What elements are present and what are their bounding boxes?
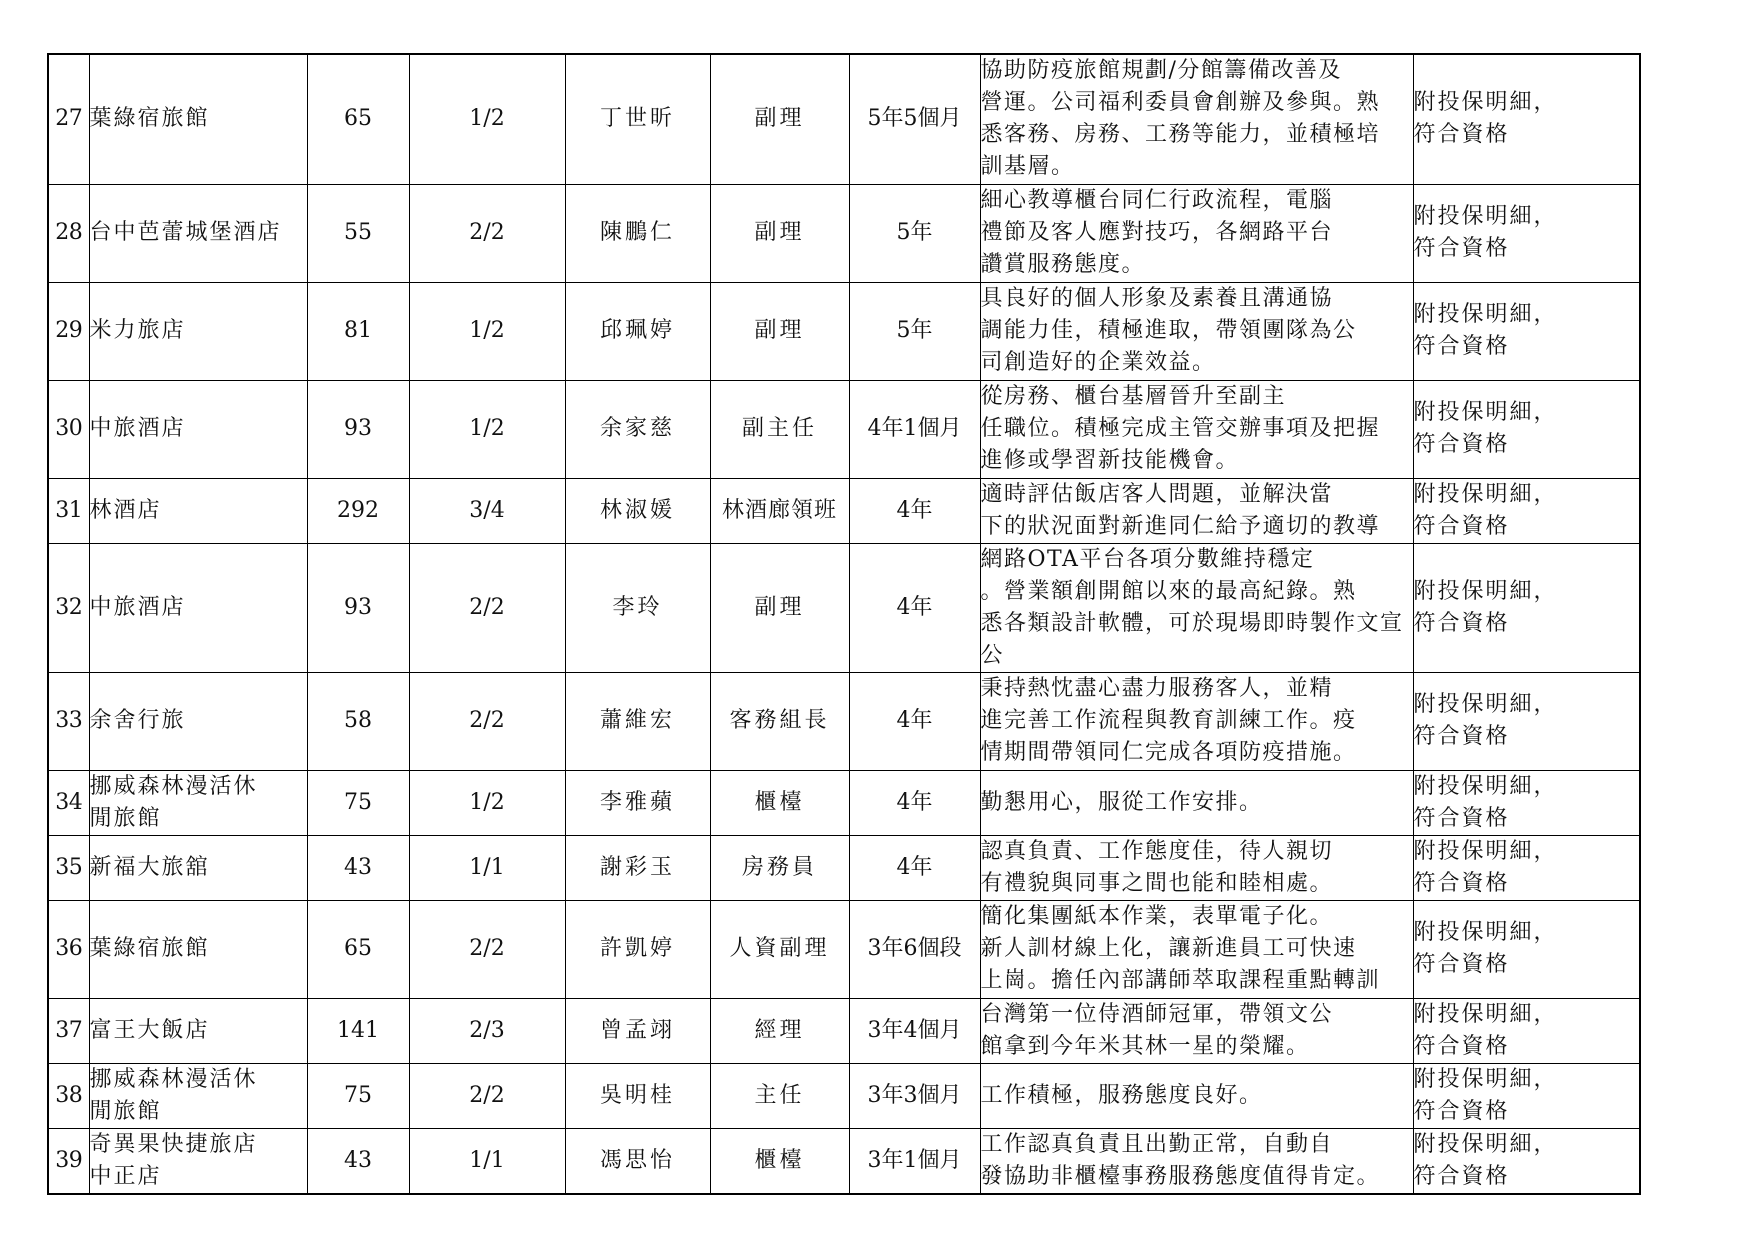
ratio-cell: 2/2 <box>409 1063 565 1128</box>
years-of-service: 4年 <box>849 835 980 900</box>
years-of-service: 5年5個月 <box>849 54 980 184</box>
table-row <box>48 543 1640 672</box>
employee-name: 曾孟翊 <box>565 998 710 1063</box>
room-count: 43 <box>307 1128 409 1194</box>
achievement-description: 秉持熱忱盡心盡力服務客人，並精 進完善工作流程與教育訓練工作。疫 情期間帶領同仁完成各項防疫措施。 <box>980 672 1413 770</box>
years-of-service: 3年1個月 <box>849 1128 980 1194</box>
row-number: 35 <box>48 835 89 900</box>
row-number: 39 <box>48 1128 89 1194</box>
room-count: 55 <box>307 184 409 282</box>
years-of-service: 4年1個月 <box>849 380 980 478</box>
achievement-description: 從房務、櫃台基層晉升至副主 任職位。積極完成主管交辦事項及把握 進修或學習新技能機會。 <box>980 380 1413 478</box>
row-number: 32 <box>48 543 89 672</box>
job-title: 人資副理 <box>710 900 849 998</box>
ratio-cell: 1/2 <box>409 770 565 835</box>
row-number: 33 <box>48 672 89 770</box>
ratio-cell: 1/2 <box>409 54 565 184</box>
hotel-name: 挪威森林漫活休 閒旅館 <box>89 770 307 835</box>
remark-note: 附投保明細， 符合資格 <box>1413 543 1640 672</box>
hotel-name: 新福大旅舘 <box>89 835 307 900</box>
years-of-service: 3年4個月 <box>849 998 980 1063</box>
achievement-description: 適時評估飯店客人問題，並解決當 下的狀況面對新進同仁給予適切的教導 <box>980 478 1413 543</box>
remark-note: 附投保明細， 符合資格 <box>1413 184 1640 282</box>
table-row <box>48 184 1640 282</box>
employee-name: 邱珮婷 <box>565 282 710 380</box>
row-number: 38 <box>48 1063 89 1128</box>
hotel-name: 米力旅店 <box>89 282 307 380</box>
achievement-description: 具良好的個人形象及素養且溝通協 調能力佳，積極進取，帶領團隊為公 司創造好的企業效益。 <box>980 282 1413 380</box>
hotel-name: 余舍行旅 <box>89 672 307 770</box>
achievement-description: 工作認真負責且出勤正常，自動自 發協助非櫃檯事務服務態度值得肯定。 <box>980 1128 1413 1194</box>
job-title: 林酒廊領班 <box>710 478 849 543</box>
ratio-cell: 1/1 <box>409 1128 565 1194</box>
hotel-name: 台中芭蕾城堡酒店 <box>89 184 307 282</box>
remark-note: 附投保明細， 符合資格 <box>1413 1063 1640 1128</box>
employee-name: 吳明桂 <box>565 1063 710 1128</box>
employee-name: 李雅蘋 <box>565 770 710 835</box>
job-title: 櫃檯 <box>710 770 849 835</box>
room-count: 65 <box>307 54 409 184</box>
ratio-cell: 3/4 <box>409 478 565 543</box>
achievement-description: 網路OTA平台各項分數維持穩定 。營業額創開館以來的最高紀錄。熟 悉各類設計軟體，可於現場即時製作文宣公 <box>980 543 1413 672</box>
remark-note: 附投保明細， 符合資格 <box>1413 282 1640 380</box>
table-row <box>48 380 1640 478</box>
remark-note: 附投保明細， 符合資格 <box>1413 900 1640 998</box>
remark-note: 附投保明細， 符合資格 <box>1413 54 1640 184</box>
employee-name: 林淑媛 <box>565 478 710 543</box>
table-row <box>48 1128 1640 1194</box>
room-count: 58 <box>307 672 409 770</box>
achievement-description: 協助防疫旅館規劃/分館籌備改善及 營運。公司福利委員會創辦及參與。熟 悉客務、房務、工務等能力，並積極培 訓基層。 <box>980 54 1413 184</box>
row-number: 28 <box>48 184 89 282</box>
job-title: 副理 <box>710 184 849 282</box>
employee-name: 許凱婷 <box>565 900 710 998</box>
table-row <box>48 835 1640 900</box>
job-title: 副理 <box>710 54 849 184</box>
employee-name: 陳鵬仁 <box>565 184 710 282</box>
job-title: 經理 <box>710 998 849 1063</box>
remark-note: 附投保明細， 符合資格 <box>1413 1128 1640 1194</box>
employee-name: 余家慈 <box>565 380 710 478</box>
room-count: 93 <box>307 380 409 478</box>
employee-name: 丁世昕 <box>565 54 710 184</box>
remark-note: 附投保明細， 符合資格 <box>1413 478 1640 543</box>
achievement-description: 簡化集團紙本作業，表單電子化。 新人訓材線上化，讓新進員工可快速 上崗。擔任內部講師萃取課程重點轉訓 <box>980 900 1413 998</box>
employee-name: 馮思怡 <box>565 1128 710 1194</box>
row-number: 29 <box>48 282 89 380</box>
employee-name: 蕭維宏 <box>565 672 710 770</box>
ratio-cell: 2/2 <box>409 543 565 672</box>
row-number: 30 <box>48 380 89 478</box>
years-of-service: 4年 <box>849 672 980 770</box>
row-number: 27 <box>48 54 89 184</box>
table-row <box>48 1063 1640 1128</box>
ratio-cell: 2/3 <box>409 998 565 1063</box>
row-number: 36 <box>48 900 89 998</box>
ratio-cell: 2/2 <box>409 184 565 282</box>
remark-note: 附投保明細， 符合資格 <box>1413 770 1640 835</box>
ratio-cell: 2/2 <box>409 900 565 998</box>
ratio-cell: 1/2 <box>409 380 565 478</box>
years-of-service: 4年 <box>849 770 980 835</box>
job-title: 主任 <box>710 1063 849 1128</box>
job-title: 副主任 <box>710 380 849 478</box>
table-row <box>48 282 1640 380</box>
table-row <box>48 998 1640 1063</box>
remark-note: 附投保明細， 符合資格 <box>1413 672 1640 770</box>
years-of-service: 3年6個段 <box>849 900 980 998</box>
ratio-cell: 2/2 <box>409 672 565 770</box>
ratio-cell: 1/2 <box>409 282 565 380</box>
remark-note: 附投保明細， 符合資格 <box>1413 835 1640 900</box>
table-row <box>48 770 1640 835</box>
job-title: 房務員 <box>710 835 849 900</box>
ratio-cell: 1/1 <box>409 835 565 900</box>
employee-name: 謝彩玉 <box>565 835 710 900</box>
table-row <box>48 478 1640 543</box>
remark-note: 附投保明細， 符合資格 <box>1413 998 1640 1063</box>
remark-note: 附投保明細， 符合資格 <box>1413 380 1640 478</box>
achievement-description: 工作積極，服務態度良好。 <box>980 1063 1413 1128</box>
hotel-name: 奇異果快捷旅店 中正店 <box>89 1128 307 1194</box>
hotel-name: 葉綠宿旅館 <box>89 54 307 184</box>
achievement-description: 台灣第一位侍酒師冠軍，帶領文公 館拿到今年米其林一星的榮耀。 <box>980 998 1413 1063</box>
hotel-name: 林酒店 <box>89 478 307 543</box>
room-count: 65 <box>307 900 409 998</box>
hotel-name: 葉綠宿旅館 <box>89 900 307 998</box>
row-number: 34 <box>48 770 89 835</box>
job-title: 櫃檯 <box>710 1128 849 1194</box>
job-title: 副理 <box>710 543 849 672</box>
hotel-name: 挪威森林漫活休 閒旅館 <box>89 1063 307 1128</box>
achievement-description: 勤懇用心，服從工作安排。 <box>980 770 1413 835</box>
room-count: 75 <box>307 770 409 835</box>
room-count: 81 <box>307 282 409 380</box>
award-candidates-table <box>47 53 1641 1195</box>
employee-name: 李玲 <box>565 543 710 672</box>
room-count: 93 <box>307 543 409 672</box>
hotel-name: 富王大飯店 <box>89 998 307 1063</box>
row-number: 37 <box>48 998 89 1063</box>
room-count: 141 <box>307 998 409 1063</box>
years-of-service: 4年 <box>849 478 980 543</box>
hotel-name: 中旅酒店 <box>89 543 307 672</box>
years-of-service: 4年 <box>849 543 980 672</box>
table-row <box>48 900 1640 998</box>
achievement-description: 細心教導櫃台同仁行政流程，電腦 禮節及客人應對技巧，各網路平台 讚賞服務態度。 <box>980 184 1413 282</box>
job-title: 客務組長 <box>710 672 849 770</box>
table-body <box>48 54 1640 1194</box>
room-count: 43 <box>307 835 409 900</box>
table-row <box>48 54 1640 184</box>
hotel-name: 中旅酒店 <box>89 380 307 478</box>
years-of-service: 5年 <box>849 184 980 282</box>
years-of-service: 5年 <box>849 282 980 380</box>
room-count: 292 <box>307 478 409 543</box>
room-count: 75 <box>307 1063 409 1128</box>
table-row <box>48 672 1640 770</box>
row-number: 31 <box>48 478 89 543</box>
achievement-description: 認真負責、工作態度佳，待人親切 有禮貌與同事之間也能和睦相處。 <box>980 835 1413 900</box>
years-of-service: 3年3個月 <box>849 1063 980 1128</box>
job-title: 副理 <box>710 282 849 380</box>
